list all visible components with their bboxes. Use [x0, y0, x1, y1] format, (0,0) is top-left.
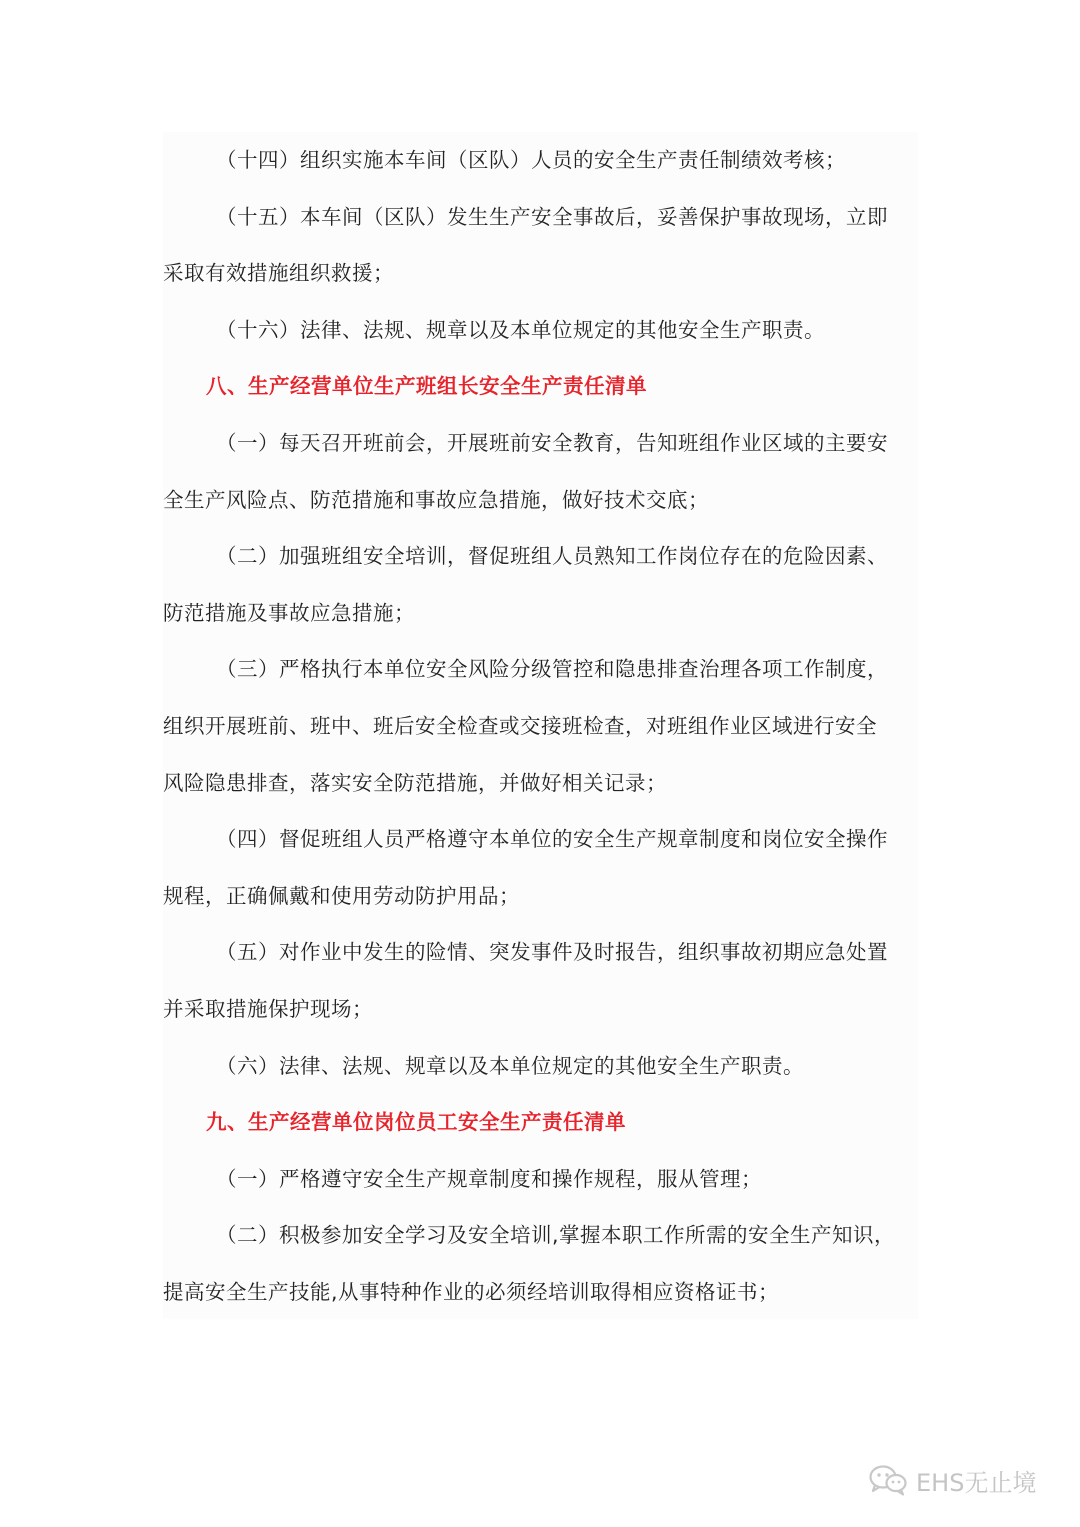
paragraph-line: 组织开展班前、班中、班后安全检查或交接班检查，对班组作业区域进行安全 — [163, 713, 877, 738]
paragraph-line: 采取有效措施组织救援； — [163, 261, 394, 286]
paragraph-line: （二）加强班组安全培训，督促班组人员熟知工作岗位存在的危险因素、 — [216, 544, 888, 569]
paragraph-line: （十五）本车间（区队）发生生产安全事故后，妥善保护事故现场，立即 — [216, 204, 888, 229]
paragraph-line: （六）法律、法规、规章以及本单位规定的其他安全生产职责。 — [216, 1053, 804, 1078]
paragraph-line: 并采取措施保护现场； — [163, 996, 373, 1021]
watermark — [868, 1460, 1036, 1500]
paragraph-line: （三）严格执行本单位安全风险分级管控和隐患排查治理各项工作制度， — [216, 657, 888, 682]
paragraph-line: （十六）法律、法规、规章以及本单位规定的其他安全生产职责。 — [216, 317, 825, 342]
document-body — [163, 132, 918, 1320]
paragraph-line: （二）积极参加安全学习及安全培训,掌握本职工作所需的安全生产知识， — [216, 1223, 896, 1248]
paragraph-line: （十四）组织实施本车间（区队）人员的安全生产责任制绩效考核； — [216, 148, 846, 172]
watermark-text: EHS无止境 — [916, 1468, 1037, 1497]
paragraph-line: （一）每天召开班前会，开展班前安全教育，告知班组作业区域的主要安 — [216, 430, 888, 455]
paragraph-line: 防范措施及事故应急措施； — [163, 600, 415, 625]
paragraph-line: 全生产风险点、防范措施和事故应急措施，做好技术交底； — [163, 487, 709, 512]
paragraph-line: （五）对作业中发生的险情、突发事件及时报告，组织事故初期应急处置 — [216, 940, 888, 965]
paragraph-line: （一）严格遵守安全生产规章制度和操作规程，服从管理； — [216, 1166, 762, 1191]
paragraph-line: （四）督促班组人员严格遵守本单位的安全生产规章制度和岗位安全操作 — [216, 827, 888, 852]
paragraph-line: 提高安全生产技能,从事特种作业的必须经培训取得相应资格证书； — [163, 1279, 780, 1304]
section-heading: 八、生产经营单位生产班组长安全生产责任清单 — [206, 374, 647, 399]
paragraph-line: 风险隐患排查，落实安全防范措施，并做好相关记录； — [163, 770, 667, 795]
section-heading: 九、生产经营单位岗位员工安全生产责任清单 — [206, 1110, 626, 1135]
paragraph-line: 规程，正确佩戴和使用劳动防护用品； — [163, 883, 520, 908]
wechat-icon — [868, 1464, 908, 1496]
